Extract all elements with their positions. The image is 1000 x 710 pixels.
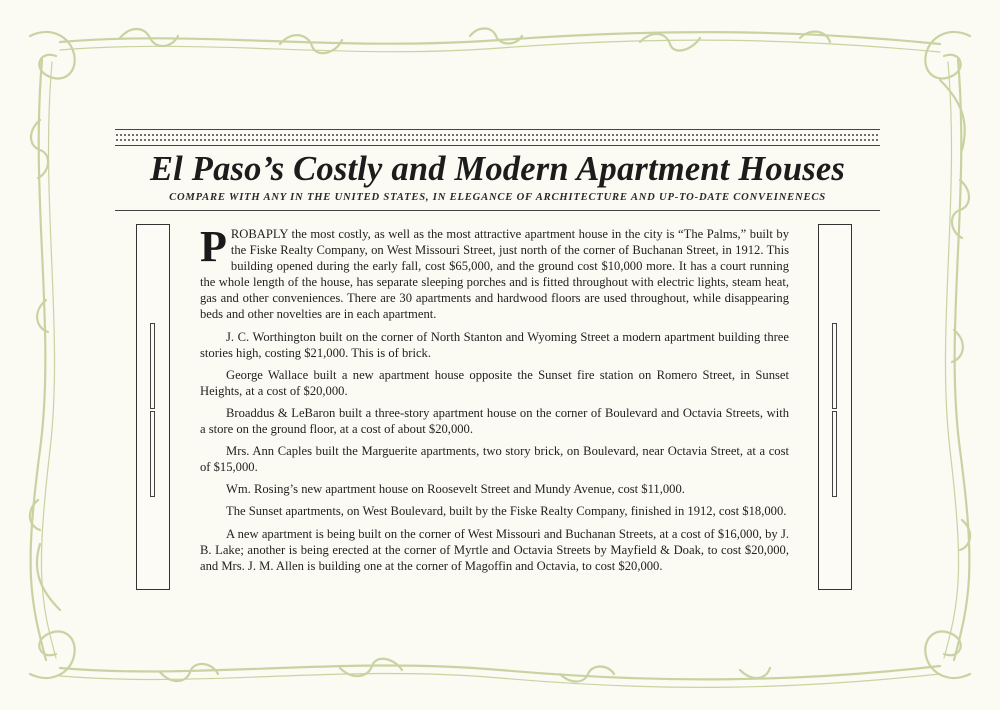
header-rule-bottom [115,145,880,146]
article-body [200,222,789,580]
pillar-slot [832,411,837,497]
paragraph [200,222,789,323]
paragraph: George Wallace built a new apartment house opposite the Sunset fire station on Romero Street, in Sunset Heights, at a cost of $20,000. [200,367,789,398]
paragraph: Broaddus & LeBaron built a three-story apartment house on the corner of Boulevard and Octavia Streets, with a store on the ground floor, at a cost of about $20,000. [200,405,789,437]
paragraph: Wm. Rosing’s new apartment house on Roosevelt Street and Mundy Avenue, cost $11,000. [226,482,685,497]
header-dotted-rule [115,134,880,136]
paragraph: J. C. Worthington built on the corner of North Stanton and Wyoming Street a modern apartment building three stories high, costing $21,000. This is of brick. [200,329,789,360]
subtitle-rule [115,210,880,211]
paragraph: Mrs. Ann Caples built the Marguerite apartments, two story brick, on Boulevard, near Octavia Street, at a cost of $15,000. [200,444,789,475]
header-dotted-rule [115,139,880,141]
paragraph: The Sunset apartments, on West Boulevard, built by the Fiske Realty Company, finished in 1912, cost $18,000. [226,504,787,519]
pillar-slot [832,323,837,409]
header-rule-top [115,129,880,130]
page-title: El Paso’s Costly and Modern Apartment Houses [149,150,846,188]
pillar-slot [150,323,155,409]
drop-cap: P [200,222,227,271]
left-pillar [136,224,170,590]
paragraph-text: ROBAPLY the most costly, as well as the most attractive apartment house in the city is “The Palms,” built by the Fiske Realty Company, on West Missouri Street, just north of the corner of Buchanan Street, in 1912. This building opened during the early fall, cost $65,000, and the ground cost $10,000 more. It has a court running the whole length of the house, has separate sleeping porches and is fitted throughout with electric lights, steam heat, gas and other conveniences. There are 30 apartments and hardwood floors are used throughout, while disappearing beds and other novelties are in each apartment. [200,227,789,322]
page-subtitle: COMPARE WITH ANY IN THE UNITED STATES, IN ELEGANCE OF ARCHITECTURE AND UP-TO-DATE CONVEINENECS [169,192,826,203]
paragraph: A new apartment is being built on the corner of West Missouri and Buchanan Streets, at a cost of $16,000, by J. B. Lake; another is being erected at the corner of Myrtle and Octavia Streets by Mayfield & Doak, to cost $20,000, and Mrs. J. M. Allen is building one at the corner of Magoffin and Octavia, to cost $20,000. [200,526,789,573]
right-pillar [818,224,852,590]
pillar-slot [150,411,155,497]
